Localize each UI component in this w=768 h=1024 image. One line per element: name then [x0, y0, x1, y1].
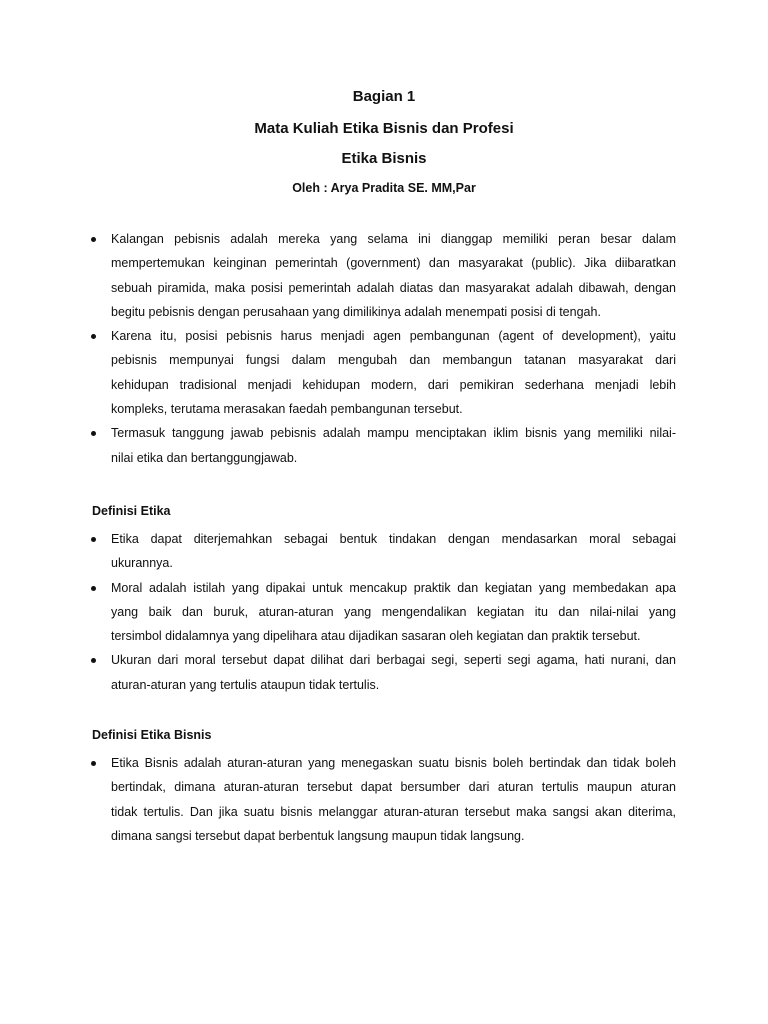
- list-item: [90, 576, 676, 649]
- text-line: mempertemukan keinginan pemerintah (government) dan masyarakat (public). Jika diibaratkan: [111, 256, 676, 271]
- text-line: aturan-aturan yang tertulis ataupun tidak tertulis.: [111, 677, 380, 692]
- list-item: [90, 527, 676, 576]
- text-line: pebisnis mempunyai fungsi dalam mengubah dan membangun tatanan masyarakat dari: [111, 353, 676, 368]
- text-line: Etika dapat diterjemahkan sebagai bentuk tindakan dengan mendasarkan moral sebagai: [111, 532, 676, 546]
- text-line: kehidupan tradisional menjadi kehidupan modern, dari pemikiran sederhana menjadi lebih: [111, 377, 676, 392]
- text-line: bertindak, dimana aturan-aturan tersebut dapat bersumber dari aturan tertulis maupun aturan: [111, 780, 676, 795]
- text-line: Etika Bisnis adalah aturan-aturan yang menegaskan suatu bisnis boleh bertindak dan tidak boleh: [111, 756, 676, 770]
- bullet-icon: [91, 334, 96, 339]
- text-line: tidak tertulis. Dan jika suatu bisnis melanggar aturan-aturan tersebut maka sangsi akan diterima,: [111, 804, 676, 819]
- text-line: Karena itu, posisi pebisnis harus menjadi agen pembangunan (agent of development), yaitu: [111, 329, 676, 344]
- text-line: Moral adalah istilah yang dipakai untuk mencakup praktik dan kegiatan yang membedakan apa: [111, 580, 676, 595]
- list-item: [90, 648, 676, 697]
- bullet-icon: [91, 658, 96, 663]
- bullet-icon: [91, 431, 96, 436]
- part-heading: Bagian 1: [352, 88, 416, 105]
- author-line: Oleh : Arya Pradita SE. MM,Par: [292, 181, 476, 195]
- text-line: yang baik dan buruk, aturan-aturan yang mengendalikan kegiatan itu dan nilai-nilai yang: [111, 604, 676, 619]
- definisi-etika-bisnis-bullet-list: [90, 751, 676, 848]
- bullet-icon: [91, 537, 96, 542]
- list-item: [90, 227, 676, 324]
- intro-bullet-list: [90, 227, 676, 470]
- section-title-definisi-etika: Definisi Etika: [92, 504, 171, 518]
- list-item: [90, 421, 676, 470]
- text-line: ukurannya.: [111, 556, 173, 571]
- text-line: sebuah piramida, maka posisi pemerintah adalah diatas dan masyarakat adalah dibawah, dengan: [111, 280, 676, 295]
- bullet-icon: [91, 237, 96, 242]
- bullet-icon: [91, 586, 96, 591]
- list-item: [90, 751, 676, 848]
- section-title-definisi-etika-bisnis: Definisi Etika Bisnis: [92, 728, 212, 742]
- topic-title: Etika Bisnis: [341, 150, 427, 167]
- text-line: Termasuk tanggung jawab pebisnis adalah mampu menciptakan iklim bisnis yang memiliki nilai-: [111, 426, 676, 441]
- list-item: [90, 324, 676, 421]
- text-line: begitu pebisnis dengan perusahaan yang dimilikinya adalah menempati posisi di tengah.: [111, 304, 601, 319]
- text-line: Ukuran dari moral tersebut dapat dilihat dari berbagai segi, seperti segi agama, hati nurani, dan: [111, 653, 676, 668]
- definisi-etika-bullet-list: [90, 527, 676, 697]
- text-line: tersimbol didalamnya yang dipelihara atau dijadikan sasaran oleh kegiatan dan praktik tersebut.: [111, 629, 641, 644]
- text-line: nilai etika dan bertanggungjawab.: [111, 450, 298, 465]
- text-line: Kalangan pebisnis adalah mereka yang selama ini dianggap memiliki peran besar dalam: [111, 232, 676, 246]
- bullet-icon: [91, 761, 96, 766]
- text-line: kompleks, terutama merasakan faedah pembangunan tersebut.: [111, 402, 463, 417]
- course-title: Mata Kuliah Etika Bisnis dan Profesi: [254, 120, 514, 137]
- text-line: dimana sangsi tersebut dapat berbentuk langsung maupun tidak langsung.: [111, 828, 525, 843]
